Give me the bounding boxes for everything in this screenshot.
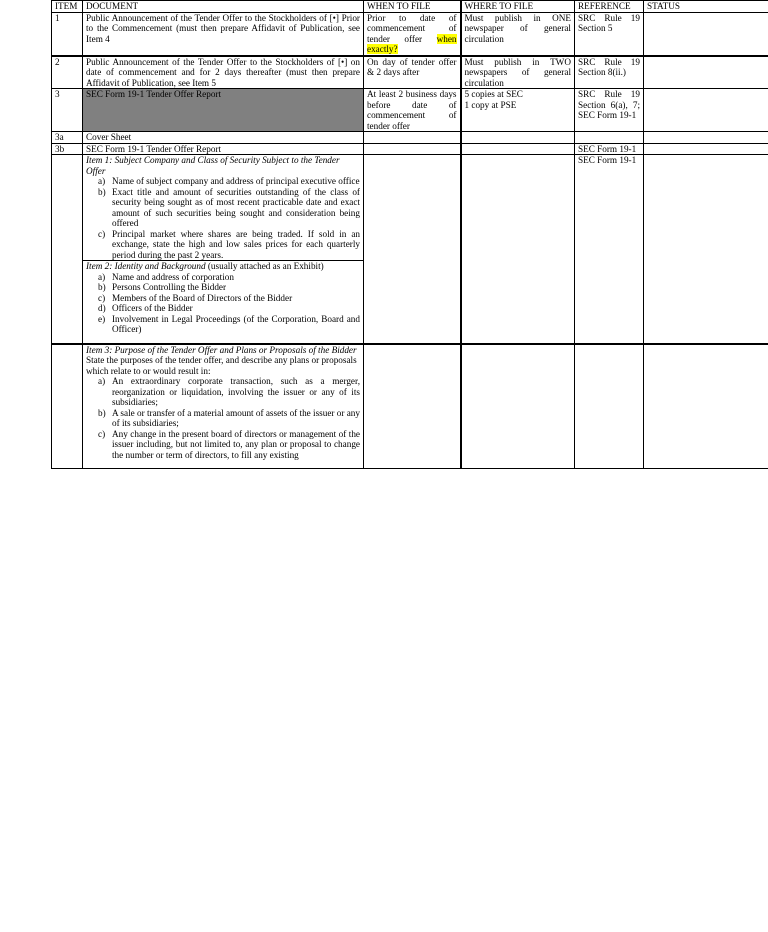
list-item: a) Name of subject company and address of principal executive office [98,176,360,186]
table-row [52,89,768,132]
table-row [52,56,768,89]
item3-intro: State the purposes of the tender offer, and describe any plans or proposals which relate to or would result in: [86,355,357,376]
row-where [461,143,575,155]
when-text: Prior to date of commencement of tender offer [367,12,457,44]
list-item: c) Principal market where shares are being traded. If sold in an exchange, state the high and low sales prices for each quarterly period during the past 2 years. [98,228,360,260]
row-where: Must publish in TWO newspapers of general circulation [461,56,575,89]
row-status [644,155,768,344]
item2-title: Item 2: Identity and Background [86,261,206,271]
row-where [461,89,575,132]
row-reference: SEC Form 19-1 [575,155,644,344]
item3-title: Item 3: Purpose of the Tender Offer and Plans or Proposals of the Bidder [86,344,357,355]
list-item: c) Members of the Board of Directors of the Bidder [98,292,293,303]
row-status [644,56,768,89]
row-when: On day of tender offer & 2 days after [364,56,461,89]
row-where [461,344,575,469]
row-item: 1 [52,12,83,56]
row-document [83,344,364,469]
list-item: b) Persons Controlling the Bidder [98,282,227,292]
header-when: WHEN TO FILE [364,1,461,13]
row-reference: SRC Rule 19 Section 8(ii.) [575,56,644,89]
list-item: d) Officers of the Bidder [98,303,193,313]
row-where [461,155,575,344]
table-row [52,12,768,56]
row-item: 2 [52,56,83,89]
item1-title: Item 1: Subject Company and Class of Security Subject to the Tender Offer [86,155,340,176]
row-when [364,344,461,469]
item1-list [86,176,360,260]
row-item: 3a [52,132,83,144]
row-document [83,155,364,344]
item2-list [86,272,360,335]
row-when [364,155,461,344]
header-reference: REFERENCE [575,1,644,13]
header-document: DOCUMENT [83,1,364,13]
row-reference [575,132,644,144]
header-row [52,1,768,13]
row-document: SEC Form 19-1 Tender Offer Report [83,89,364,132]
row-reference: SRC Rule 19 Section 6(a), 7; SEC Form 19-1 [575,89,644,132]
row-status [644,143,768,155]
where-line: 5 copies at SEC [464,89,523,99]
row-document: Public Announcement of the Tender Offer to the Stockholders of [•] on date of commencement and for 2 days thereafter (must then prepare Affidavit of Publication, see Item 5 [83,56,364,89]
row-status [644,89,768,132]
tender-offer-checklist [51,0,768,469]
row-item: 3b [52,143,83,155]
row-where: Must publish in ONE newspaper of general circulation [461,12,575,56]
row-status [644,132,768,144]
list-item: b) A sale or transfer of a material amount of assets of the issuer or any of its subsidiaries; [98,407,360,428]
list-item: b) Exact title and amount of securities outstanding of the class of security being sought as of most recent practicable date and exact amount of such securities being sought and consideration being offered [98,186,360,228]
list-item: a) Name and address of corporation [98,271,234,282]
row-status [644,344,768,469]
checklist-table [51,0,768,469]
row-document: Public Announcement of the Tender Offer to the Stockholders of [•] Prior to the Commencement (must then prepare Affidavit of Publication, see Item 4 [83,12,364,56]
list-item: e) Involvement in Legal Proceedings (of the Corporation, Board and Officer) [98,313,360,334]
row-when: At least 2 business days before date of commencement of tender offer [364,89,461,132]
header-item: ITEM [52,1,83,13]
row-reference: SRC Rule 19 Section 5 [575,12,644,56]
item2-note: (usually attached as an Exhibit) [205,261,324,271]
row-item: 3 [52,89,83,132]
row-status [644,12,768,56]
row-document: Cover Sheet [83,132,364,144]
table-row [52,344,768,469]
highlighted-comment: when exactly? [367,33,457,54]
header-where: WHERE TO FILE [461,1,575,13]
item2-block [83,260,363,335]
row-item [52,344,83,469]
row-where [461,132,575,144]
table-row [52,155,768,344]
row-when [364,132,461,144]
row-item [52,155,83,344]
where-line: 1 copy at PSE [464,99,517,110]
row-when [364,143,461,155]
table-row [52,132,768,144]
header-status: STATUS [644,1,768,13]
list-item: a) An extraordinary corporate transaction, such as a merger, reorganization or liquidation, involving the issuer or any of its subsidiaries; [98,376,360,407]
row-document: SEC Form 19-1 Tender Offer Report [83,143,364,155]
table-row [52,143,768,155]
list-item: c) Any change in the present board of directors or management of the issuer including, but not limited to, any plan or proposal to change the number or term of directors, to fill any existing [98,428,360,460]
row-reference: SEC Form 19-1 [575,143,644,155]
row-reference [575,344,644,469]
row-when [364,12,461,56]
item3-list [86,376,360,460]
